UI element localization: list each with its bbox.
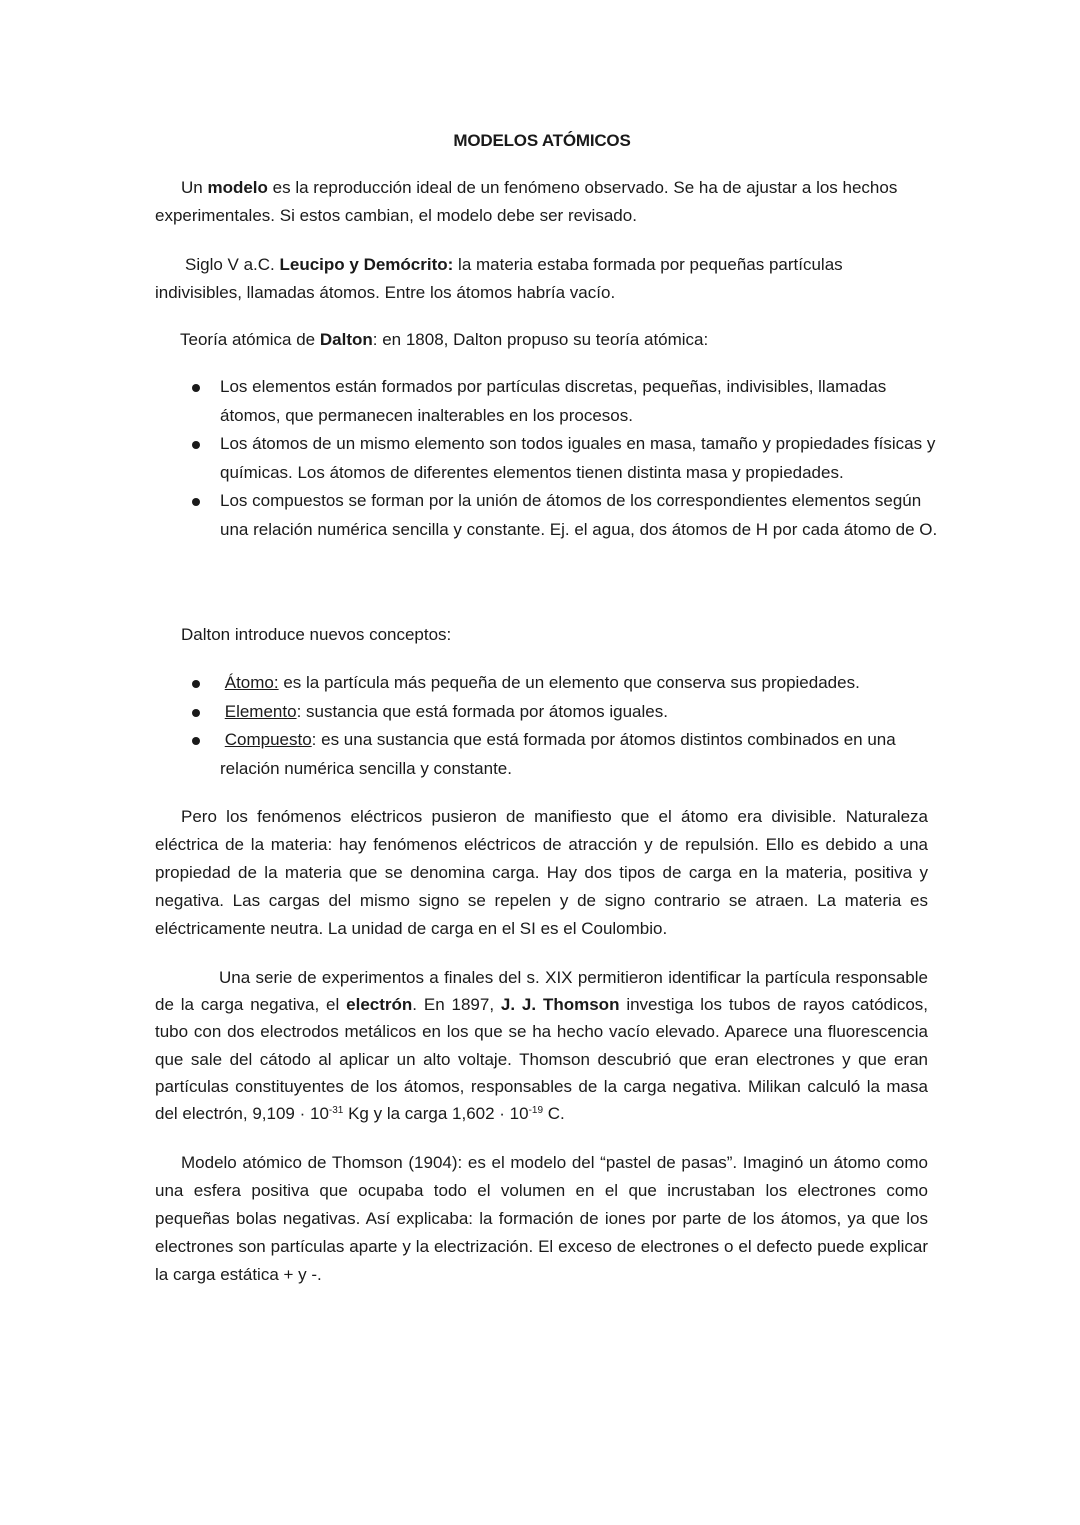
electron-bold-term: electrón xyxy=(346,995,413,1015)
electron-text: investiga los tubos de rayos catódicos, tubo con dos electrodos metálicos en los que se ha hecho vacío elevado. Aparece una fluorescencia que sale del cátodo al aplicar un alto voltaje. Thomson descubrió que eran electrones y que eran partículas constituyentes de los átomos, responsables de la carga negativa. Milikan calculó la masa del electrón, 9,109 · 10 xyxy=(155,995,929,1124)
intro-text: Un xyxy=(181,178,208,197)
dalton-intro-text-rest: : en 1808, Dalton propuso su teoría atómica: xyxy=(372,330,709,349)
concept-definition: : sustancia que está formada por átomos iguales. xyxy=(296,701,668,721)
concept-item xyxy=(155,669,945,698)
thomson-bold-name: J. J. Thomson xyxy=(500,995,620,1015)
concept-term: Átomo: xyxy=(224,673,279,692)
dalton-intro-text: Teoría atómica de xyxy=(180,330,320,349)
postulate-item xyxy=(155,487,945,544)
postulate-text: Los compuestos se forman por la unión de átomos de los correspondientes elementos según una relación numérica sencilla y constante. Ej. el agua, dos átomos de H por cada átomo de O. xyxy=(220,491,938,539)
concept-term: Elemento xyxy=(224,701,297,721)
page-title: MODELOS ATÓMICOS xyxy=(453,131,631,150)
concept-definition: es la partícula más pequeña de un elemento que conserva sus propiedades. xyxy=(278,673,860,692)
dalton-postulates-list xyxy=(155,373,945,544)
concepts-list xyxy=(155,669,945,783)
electron-text: Una serie de experimentos a finales del s. XIX permitieron identificar la partícula responsable de la carga negativa, el xyxy=(155,968,928,1015)
electron-text: C. xyxy=(543,1104,565,1124)
concept-item xyxy=(155,726,945,783)
bullet-icon xyxy=(192,680,200,688)
postulate-item xyxy=(155,430,945,487)
concept-item xyxy=(155,698,945,727)
leucipo-text-rest: la materia estaba formada por pequeñas partículas indivisibles, llamadas átomos. Entre los átomos habría vacío. xyxy=(155,255,843,302)
concept-definition: : es una sustancia que está formada por átomos distintos combinados en una relación numérica sencilla y constante. xyxy=(220,730,896,778)
dalton-intro-paragraph xyxy=(155,326,940,354)
electron-text: Kg y la carga 1,602 · 10 xyxy=(343,1104,529,1124)
electron-text: . En 1897, xyxy=(412,995,501,1015)
dalton-bold-name: Dalton xyxy=(319,330,373,349)
thomson-model-paragraph: Modelo atómico de Thomson (1904): es el modelo del “pastel de pasas”. Imaginó un átomo como una esfera positiva que ocupaba todo el volumen en el que incrustaban los electrones como pequeñas bolas negativas. Así explicaba: la formación de iones por parte de los átomos, ya que los electrones son partículas aparte y la electrización. El exceso de electrones o el defecto puede explicar la carga estática + y -. xyxy=(155,1153,928,1284)
postulate-item xyxy=(155,373,945,430)
concept-term: Compuesto xyxy=(224,730,312,749)
intro-text-rest: es la reproducción ideal de un fenómeno observado. Se ha de ajustar a los hechos experimentales. Si estos cambian, el modelo debe ser revisado. xyxy=(155,178,898,225)
leucipo-paragraph xyxy=(155,251,928,307)
postulate-text: Los elementos están formados por partículas discretas, pequeñas, indivisibles, llamadas átomos, que permanecen inalterables en los procesos. xyxy=(220,377,887,425)
postulate-text: Los átomos de un mismo elemento son todos iguales en masa, tamaño y propiedades físicas y químicas. Los átomos de diferentes elementos tienen distinta masa y propiedades. xyxy=(220,434,936,482)
bullet-icon xyxy=(192,498,200,506)
mass-exponent: -31 xyxy=(328,1105,344,1117)
bullet-icon xyxy=(192,737,200,745)
charge-exponent: -19 xyxy=(528,1105,544,1117)
bullet-icon xyxy=(192,709,200,717)
intro-paragraph xyxy=(155,174,928,230)
leucipo-text: Siglo V a.C. xyxy=(185,255,280,274)
electron-paragraph xyxy=(155,964,928,1127)
electric-nature-paragraph: Pero los fenómenos eléctricos pusieron de manifiesto que el átomo era divisible. Naturaleza eléctrica de la materia: hay fenómenos eléctricos de atracción y de repulsión. Ello es debido a una propiedad de la materia que se denomina carga. Hay dos tipos de carga en la materia, positiva y negativa. Las cargas del mismo signo se repelen y de signo contrario se atraen. La materia es eléctricamente neutra. La unidad de carga en el SI es el Coulombio. xyxy=(155,807,928,938)
bullet-icon xyxy=(192,441,200,449)
bullet-icon xyxy=(192,384,200,392)
leucipo-bold-names: Leucipo y Demócrito: xyxy=(279,255,454,274)
intro-bold-term: modelo xyxy=(207,178,268,197)
concepts-intro: Dalton introduce nuevos conceptos: xyxy=(181,625,452,644)
